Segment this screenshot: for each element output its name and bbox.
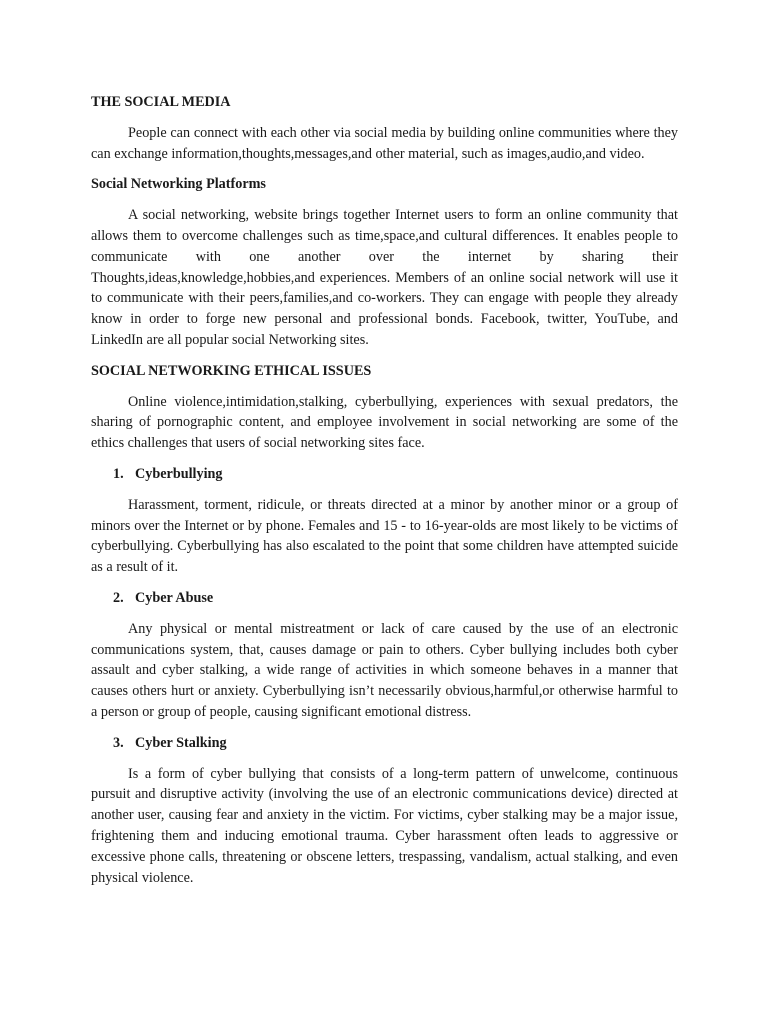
- item-heading-cyber-stalking: [91, 733, 678, 754]
- ethical-issues-paragraph: Online violence,intimidation,stalking, cyberbullying, experiences with sexual predators, the sharing of pornographic content, and employee involvement in social networking are some of the ethics challenges that users of social networking sites face.: [91, 393, 678, 452]
- cyberbullying-paragraph: Harassment, torment, ridicule, or threats directed at a minor by another minor or a group of minors over the Internet or by phone. Females and 15 - to 16-year-olds are most likely to be victims of cyberbullying. Cyberbullying has also escalated to the point that some children have attempted suicide as a result of it.: [91, 496, 678, 576]
- item-heading-label: Cyber Stalking: [135, 734, 227, 751]
- item-heading-cyber-abuse: [91, 588, 678, 609]
- cyber-stalking-paragraph: Is a form of cyber bullying that consists of a long-term pattern of unwelcome, continuous pursuit and disruptive activity (involving the use of an electronic communications device) directed at another user, causing fear and anxiety in the victim. For victims, cyber stalking may be a major issue, frightening them and inducing emotional trauma. Cyber harassment often leads to aggressive or excessive phone calls, threatening or obscene letters, trespassing, vandalism, actual stalking, and even physical violence.: [91, 765, 678, 886]
- item-heading-cyberbullying: [91, 464, 678, 485]
- item-number: 2.: [113, 589, 124, 606]
- item-number: 1.: [113, 465, 124, 482]
- item-number: 3.: [113, 734, 124, 751]
- document-page: [91, 92, 678, 898]
- section-heading-ethical-issues: SOCIAL NETWORKING ETHICAL ISSUES: [91, 362, 372, 379]
- document-title: THE SOCIAL MEDIA: [91, 94, 231, 110]
- item-heading-label: Cyberbullying: [135, 465, 223, 482]
- platforms-paragraph: A social networking, website brings together Internet users to form an online community that allows them to overcome challenges such as time,space,and cultural differences. It enables people to communicate with one another over the internet by sharing their Thoughts,ideas,knowledge,hobbies,and experiences. Members of an online social network will use it to communicate with their peers,families,and co-workers. They can engage with people they already know in order to forge new personal and professional bonds. Facebook, twitter, YouTube, and LinkedIn are all popular social Networking sites.: [91, 207, 678, 348]
- item-heading-label: Cyber Abuse: [135, 589, 214, 606]
- section-heading-platforms: Social Networking Platforms: [91, 176, 266, 193]
- intro-paragraph: People can connect with each other via social media by building online communities where they can exchange information,thoughts,messages,and other material, such as images,audio,and video.: [91, 124, 678, 162]
- cyber-abuse-paragraph: Any physical or mental mistreatment or lack of care caused by the use of an electronic communications system, that, causes damage or pain to others. Cyber bullying includes both cyber assault and cyber stalking, a wide range of activities in which someone behaves in a manner that causes others hurt or anxiety. Cyberbullying isn’t necessarily obvious,harmful,or otherwise harmful to a person or group of people, causing significant emotional distress.: [91, 620, 678, 720]
